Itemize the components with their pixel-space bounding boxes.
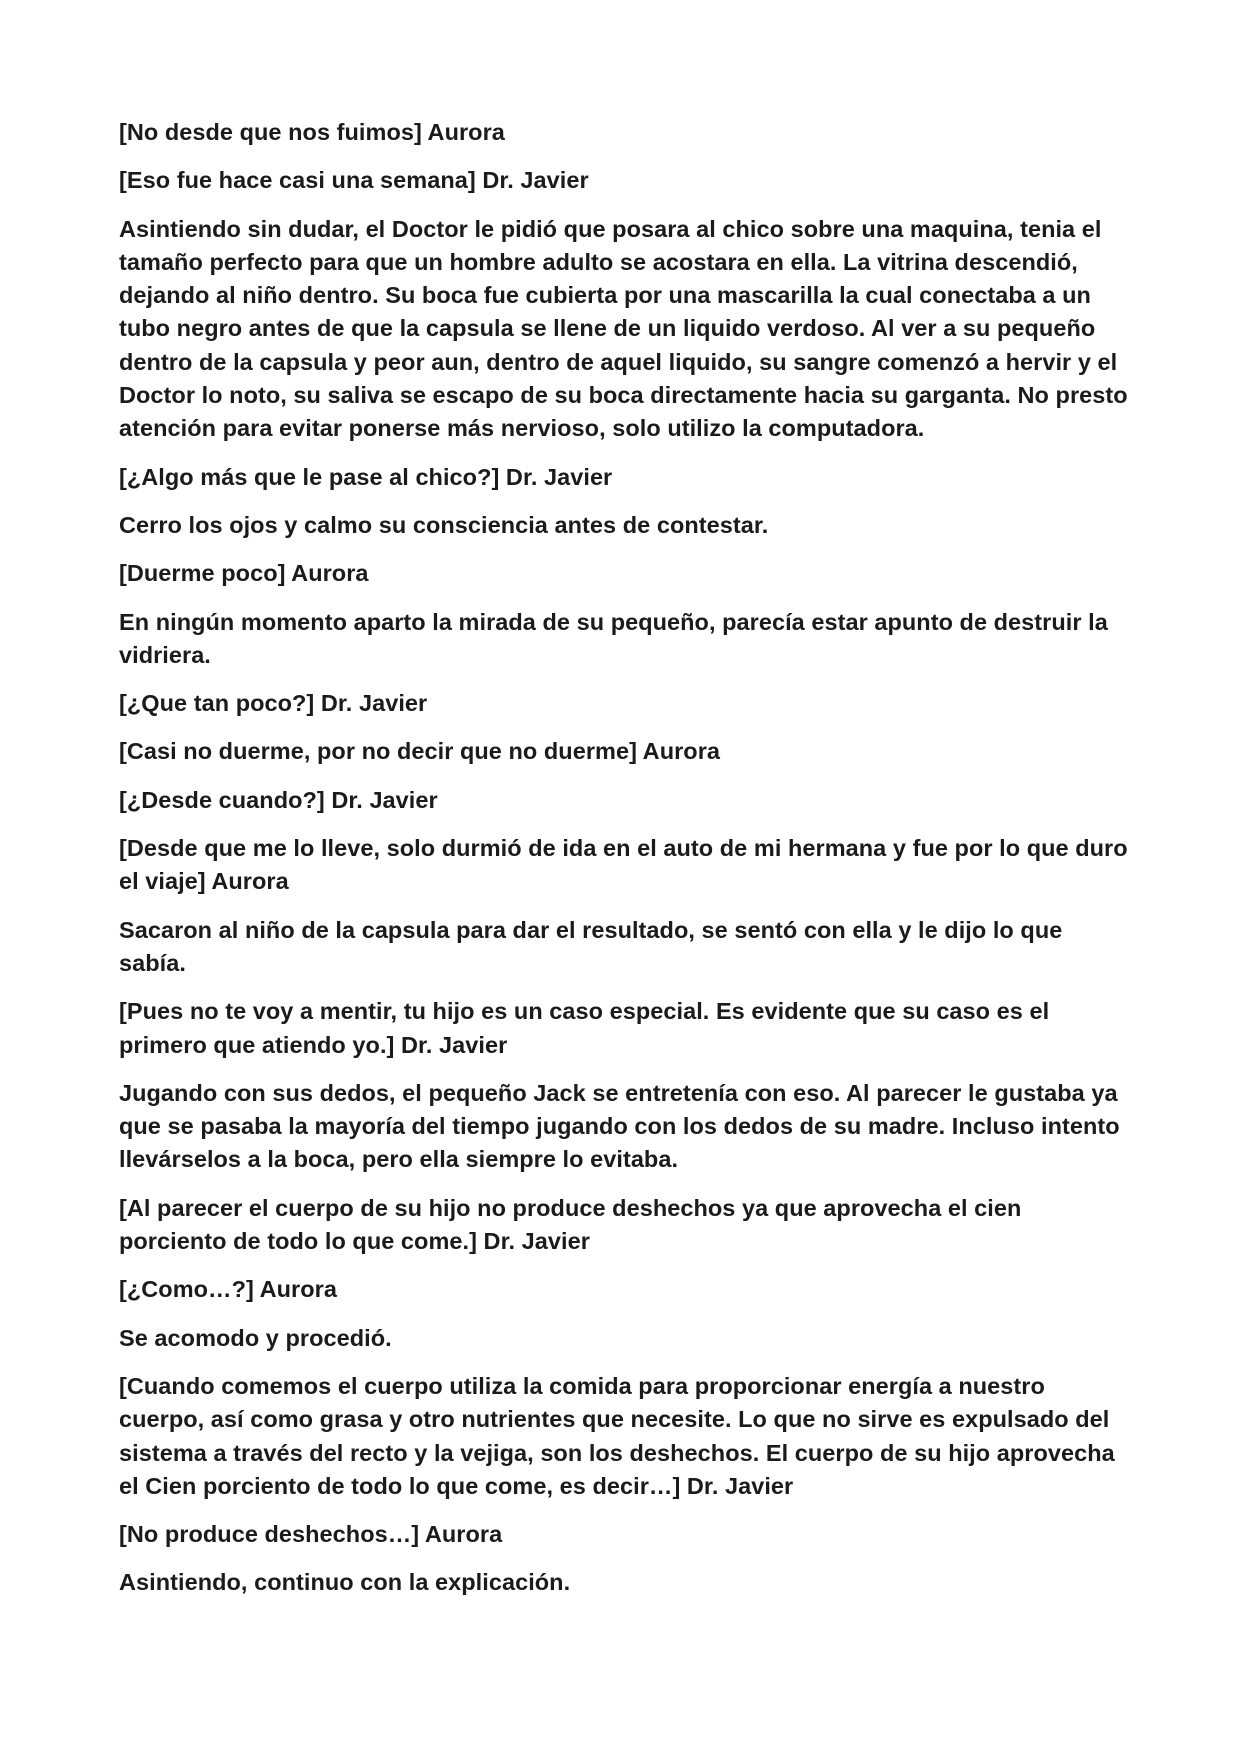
- paragraph: Asintiendo sin dudar, el Doctor le pidió que posara al chico sobre una maquina, tenia el tamaño perfecto para que un hombre adulto se acostara en ella. La vitrina descendió, dejando al niño dentro. Su boca fue cubierta por una mascarilla la cual conectaba a un tubo negro antes de que la capsula se llene de un liquido verdoso. Al ver a su pequeño dentro de la capsula y peor aun, dentro de aquel liquido, su sangre comenzó a hervir y el Doctor lo noto, su saliva se escapo de su boca directamente hacia su garganta. No presto atención para evitar ponerse más nervioso, solo utilizo la computadora.: [119, 215, 1128, 442]
- document-page: [119, 116, 1129, 1615]
- paragraph: [¿Desde cuando?] Dr. Javier: [119, 786, 438, 813]
- paragraph: Cerro los ojos y calmo su consciencia antes de contestar.: [119, 511, 769, 538]
- paragraph: [Duerme poco] Aurora: [119, 560, 369, 587]
- paragraph: [No desde que nos fuimos] Aurora: [119, 119, 505, 145]
- paragraph: [¿Algo más que le pase al chico?] Dr. Javier: [119, 463, 613, 490]
- paragraph: En ningún momento aparto la mirada de su pequeño, parecía estar apunto de destruir la vidriera.: [119, 608, 1108, 668]
- paragraph: [Pues no te voy a mentir, tu hijo es un caso especial. Es evidente que su caso es el primero que atiendo yo.] Dr. Javier: [119, 998, 1050, 1058]
- paragraph: Jugando con sus dedos, el pequeño Jack se entretenía con eso. Al parecer le gustaba ya que se pasaba la mayoría del tiempo jugando con los dedos de su madre. Incluso intento llevárselos a la boca, pero ella siempre lo evitaba.: [119, 1079, 1120, 1173]
- paragraph: Sacaron al niño de la capsula para dar el resultado, se sentó con ella y le dijo lo que sabía.: [119, 916, 1063, 976]
- paragraph: [Eso fue hace casi una semana] Dr. Javier: [119, 167, 589, 194]
- paragraph: Se acomodo y procedió.: [119, 1324, 392, 1351]
- paragraph: [Al parecer el cuerpo de su hijo no produce deshechos ya que aprovecha el cien porciento de todo lo que come.] Dr. Javier: [119, 1194, 1022, 1255]
- paragraph: [Casi no duerme, por no decir que no duerme] Aurora: [119, 738, 721, 765]
- paragraph: [Desde que me lo lleve, solo durmió de ida en el auto de mi hermana y fue por lo que duro el viaje] Aurora: [119, 835, 1128, 895]
- paragraph: [Cuando comemos el cuerpo utiliza la comida para proporcionar energía a nuestro cuerpo, así como grasa y otro nutrientes que necesite. Lo que no sirve es expulsado del sistema a través del recto y la vejiga, son los deshechos. El cuerpo de su hijo aprovecha el Cien porciento de todo lo que come, es decir…] Dr. Javier: [119, 1372, 1115, 1499]
- paragraph: [¿Como…?] Aurora: [119, 1276, 337, 1303]
- paragraph: [¿Que tan poco?] Dr. Javier: [119, 690, 428, 717]
- paragraph: Asintiendo, continuo con la explicación.: [119, 1569, 571, 1596]
- paragraph: [No produce deshechos…] Aurora: [119, 1521, 503, 1548]
